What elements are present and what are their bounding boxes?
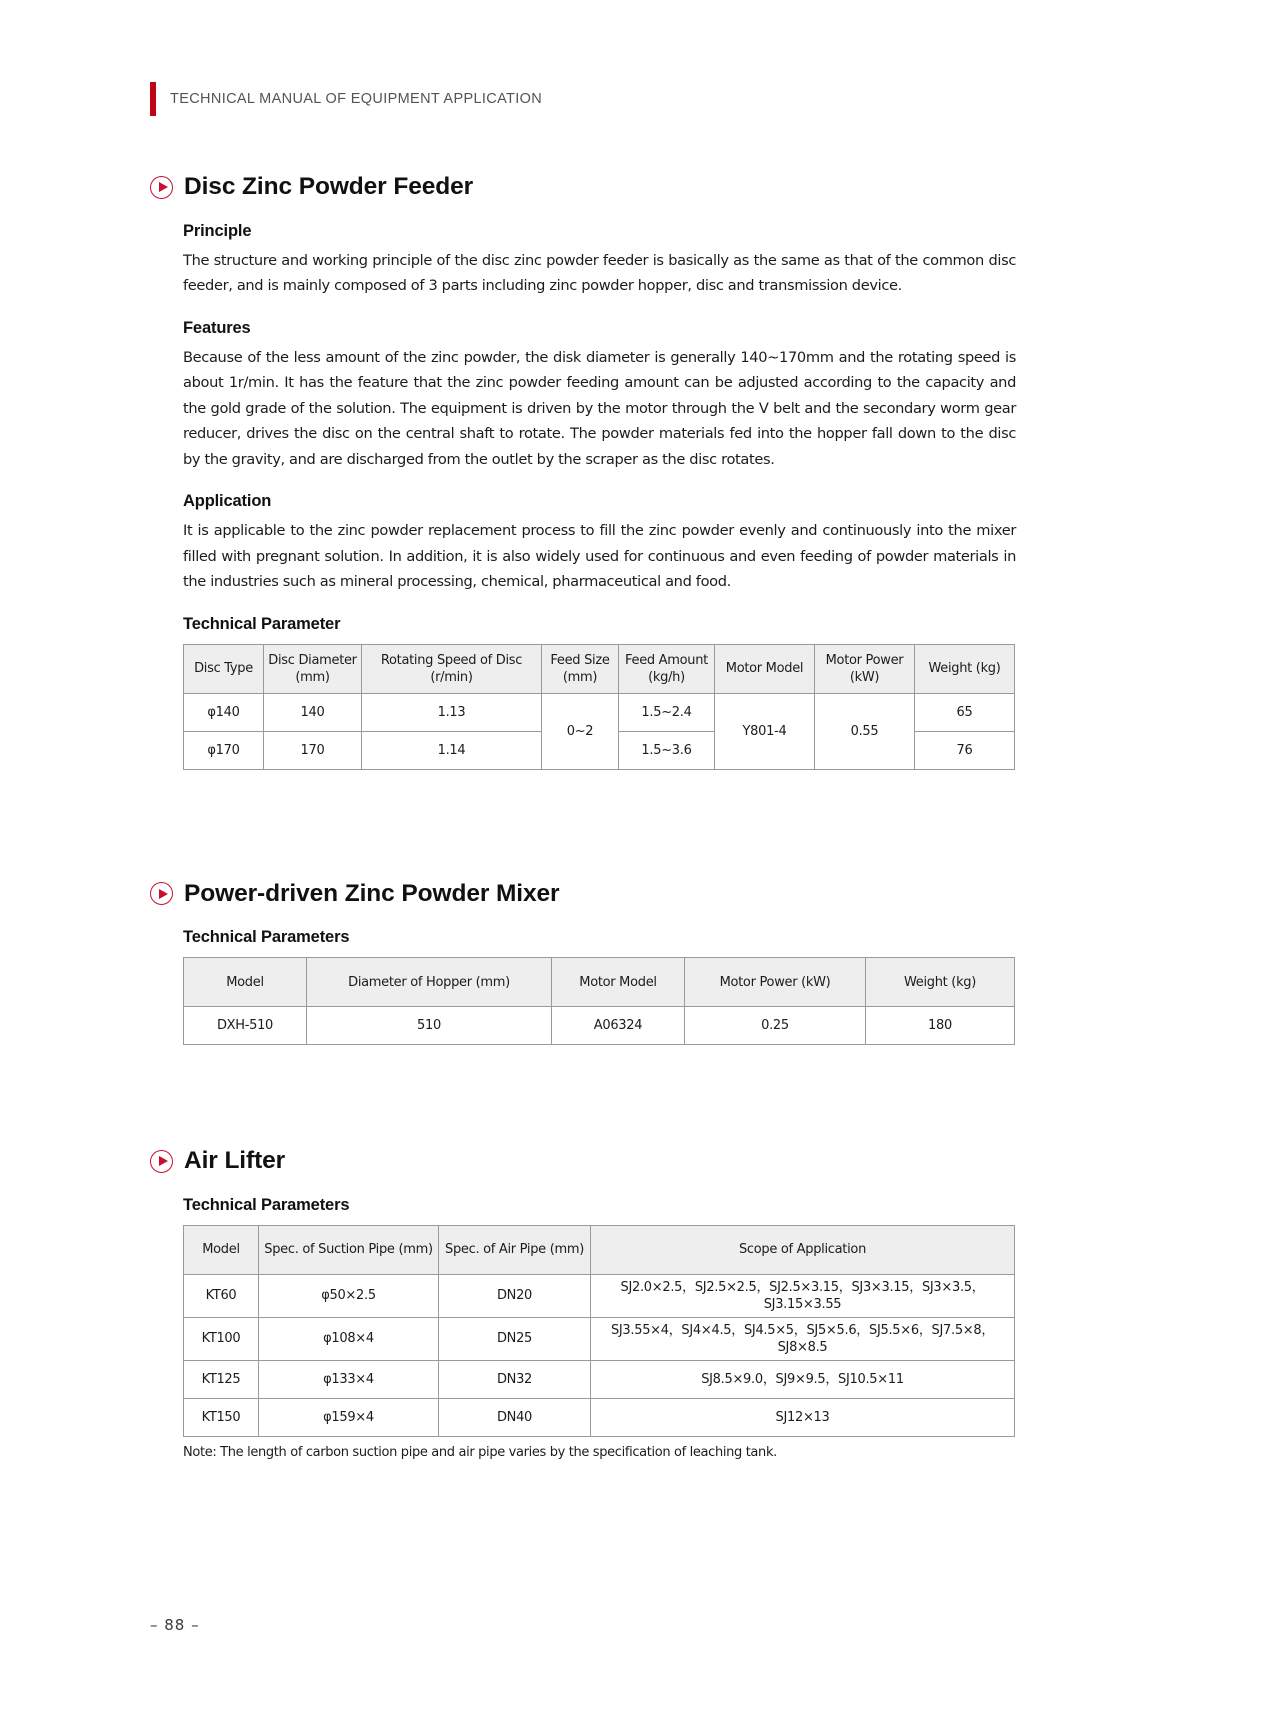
table-header-row	[184, 1225, 1015, 1274]
table-row	[184, 1317, 1015, 1360]
col-model: Model	[184, 958, 307, 1007]
section-title: Power-driven Zinc Powder Mixer	[184, 879, 560, 907]
col-motor-power-line2: (kW)	[849, 669, 880, 685]
col-disc-diameter	[264, 644, 362, 693]
col-scope-of-application: Scope of Application	[591, 1225, 1015, 1274]
cell-suction-pipe: φ108×4	[259, 1317, 439, 1360]
table-mixer-parameters	[183, 957, 1015, 1045]
cell-disc-diameter: 170	[264, 731, 362, 769]
cell-suction-pipe: φ159×4	[259, 1398, 439, 1436]
col-feed-amount-line2: (kg/h)	[648, 669, 685, 685]
cell-model: DXH-510	[184, 1007, 307, 1045]
section-heading-disc-zinc-powder-feeder	[150, 175, 1016, 200]
cell-model: KT150	[184, 1398, 259, 1436]
section-title: Air Lifter	[184, 1147, 286, 1174]
arrow-circle-icon	[150, 882, 173, 905]
table-wrapper-mixer	[183, 957, 1014, 1045]
cell-model: KT100	[184, 1317, 259, 1360]
col-motor-model	[715, 644, 815, 693]
section-heading-power-driven-zinc-powder-mixer	[150, 879, 1016, 907]
col-feed-amount-line1: Feed Amount	[625, 652, 708, 668]
section-title: Disc Zinc Powder Feeder	[184, 173, 474, 200]
col-feed-amount	[619, 644, 715, 693]
cell-rotating-speed: 1.14	[362, 731, 542, 769]
table-wrapper-air-lifter	[183, 1225, 1014, 1437]
cell-weight: 65	[915, 693, 1015, 731]
table-air-lifter-parameters	[183, 1225, 1015, 1437]
col-disc-type	[184, 644, 264, 693]
cell-disc-type: φ170	[184, 731, 264, 769]
section-spacer	[150, 1045, 1016, 1149]
col-weight	[915, 644, 1015, 693]
cell-diameter-of-hopper: 510	[307, 1007, 552, 1045]
arrow-circle-icon	[150, 1150, 173, 1173]
cell-scope: SJ3.55×4，SJ4×4.5，SJ4.5×5，SJ5×5.6，SJ5.5×6，SJ7.5×8，SJ8×8.5	[591, 1317, 1015, 1360]
cell-air-pipe: DN32	[439, 1360, 591, 1398]
paragraph-principle: The structure and working principle of the disc zinc powder feeder is basically as the same as that of the common disc feeder, and is mainly composed of 3 parts including zinc powder hopper, disc and transmission device.	[183, 251, 1016, 294]
col-rotating-speed	[362, 644, 542, 693]
cell-scope: SJ12×13	[591, 1398, 1015, 1436]
col-diameter-of-hopper: Diameter of Hopper (mm)	[307, 958, 552, 1007]
cell-motor-power: 0.25	[685, 1007, 866, 1045]
subheading-technical-parameter: Technical Parameter	[183, 614, 341, 633]
table-row	[184, 1360, 1015, 1398]
col-disc-diameter-line1: Disc Diameter	[268, 652, 357, 668]
subheading-technical-parameters-mixer: Technical Parameters	[183, 928, 350, 946]
cell-suction-pipe: φ133×4	[259, 1360, 439, 1398]
table-header-row	[184, 644, 1015, 693]
col-rotating-speed-line1: Rotating Speed of Disc	[380, 652, 523, 668]
running-header	[150, 82, 542, 116]
subheading-technical-parameters-air-lifter: Technical Parameters	[183, 1195, 350, 1214]
cell-scope: SJ2.0×2.5，SJ2.5×2.5，SJ2.5×3.15，SJ3×3.15，SJ3×3.5，SJ3.15×3.55	[591, 1274, 1015, 1317]
table-wrapper-disc-feeder	[183, 644, 1014, 770]
cell-feed-amount: 1.5~2.4	[619, 693, 715, 731]
cell-motor-model: A06324	[552, 1007, 685, 1045]
header-accent-rule	[150, 82, 156, 116]
table-note-air-lifter: Note: The length of carbon suction pipe and air pipe varies by the specification of leaching tank.	[183, 1444, 777, 1460]
cell-air-pipe: DN20	[439, 1274, 591, 1317]
table-row	[184, 693, 1015, 731]
cell-motor-model: Y801-4	[715, 693, 815, 769]
page-content	[150, 175, 1016, 1460]
col-feed-size-line1: Feed Size	[550, 652, 610, 668]
section-heading-air-lifter	[150, 1149, 1016, 1174]
table-row	[184, 1274, 1015, 1317]
col-motor-model: Motor Model	[552, 958, 685, 1007]
cell-disc-type: φ140	[184, 693, 264, 731]
col-disc-type-line1: Disc Type	[194, 661, 253, 676]
page-number: – 88 –	[150, 1616, 200, 1634]
cell-motor-power: 0.55	[815, 693, 915, 769]
cell-model: KT60	[184, 1274, 259, 1317]
subheading-principle: Principle	[183, 221, 252, 240]
subheading-application: Application	[183, 492, 272, 510]
section-spacer	[150, 770, 1016, 882]
cell-weight: 76	[915, 731, 1015, 769]
table-row	[184, 1398, 1015, 1436]
col-motor-model-line1: Motor Model	[725, 661, 804, 676]
col-motor-power	[815, 644, 915, 693]
col-motor-power: Motor Power (kW)	[685, 958, 866, 1007]
cell-air-pipe: DN40	[439, 1398, 591, 1436]
arrow-circle-icon	[150, 176, 173, 199]
table-disc-feeder-parameters	[183, 644, 1015, 770]
cell-air-pipe: DN25	[439, 1317, 591, 1360]
col-disc-diameter-line2: (mm)	[295, 669, 330, 685]
col-air-pipe-spec: Spec. of Air Pipe (mm)	[439, 1225, 591, 1274]
table-row	[184, 1007, 1015, 1045]
col-motor-power-line1: Motor Power	[825, 652, 904, 668]
col-weight: Weight (kg)	[866, 958, 1015, 1007]
cell-feed-amount: 1.5~3.6	[619, 731, 715, 769]
running-header-title: TECHNICAL MANUAL OF EQUIPMENT APPLICATION	[170, 91, 543, 107]
col-model: Model	[184, 1225, 259, 1274]
col-suction-pipe-spec: Spec. of Suction Pipe (mm)	[259, 1225, 439, 1274]
cell-weight: 180	[866, 1007, 1015, 1045]
cell-rotating-speed: 1.13	[362, 693, 542, 731]
subheading-features: Features	[183, 318, 251, 337]
cell-model: KT125	[184, 1360, 259, 1398]
cell-feed-size: 0~2	[542, 693, 619, 769]
col-weight-line1: Weight (kg)	[928, 661, 1001, 676]
paragraph-application: It is applicable to the zinc powder replacement process to fill the zinc powder evenly and continuously into the mixer filled with pregnant solution. In addition, it is also widely used for continuous and even feeding of powder materials in the industries such as mineral processing, chemical, pharmaceutical and food.	[183, 522, 1016, 590]
cell-disc-diameter: 140	[264, 693, 362, 731]
cell-scope: SJ8.5×9.0，SJ9×9.5，SJ10.5×11	[591, 1360, 1015, 1398]
paragraph-features: Because of the less amount of the zinc powder, the disk diameter is generally 140~170mm and the rotating speed is about 1r/min. It has the feature that the zinc powder feeding amount can be adjusted according to the capacity and the gold grade of the solution. The equipment is driven by the motor through the V belt and the secondary worm gear reducer, drives the disc on the central shaft to rotate. The powder materials fed into the hopper fall down to the disc by the gravity, and are discharged from the outlet by the scraper as the disc rotates.	[183, 348, 1016, 468]
col-feed-size	[542, 644, 619, 693]
col-feed-size-line2: (mm)	[562, 669, 598, 685]
table-header-row	[184, 958, 1015, 1007]
col-rotating-speed-line2: (r/min)	[430, 669, 473, 685]
cell-suction-pipe: φ50×2.5	[259, 1274, 439, 1317]
